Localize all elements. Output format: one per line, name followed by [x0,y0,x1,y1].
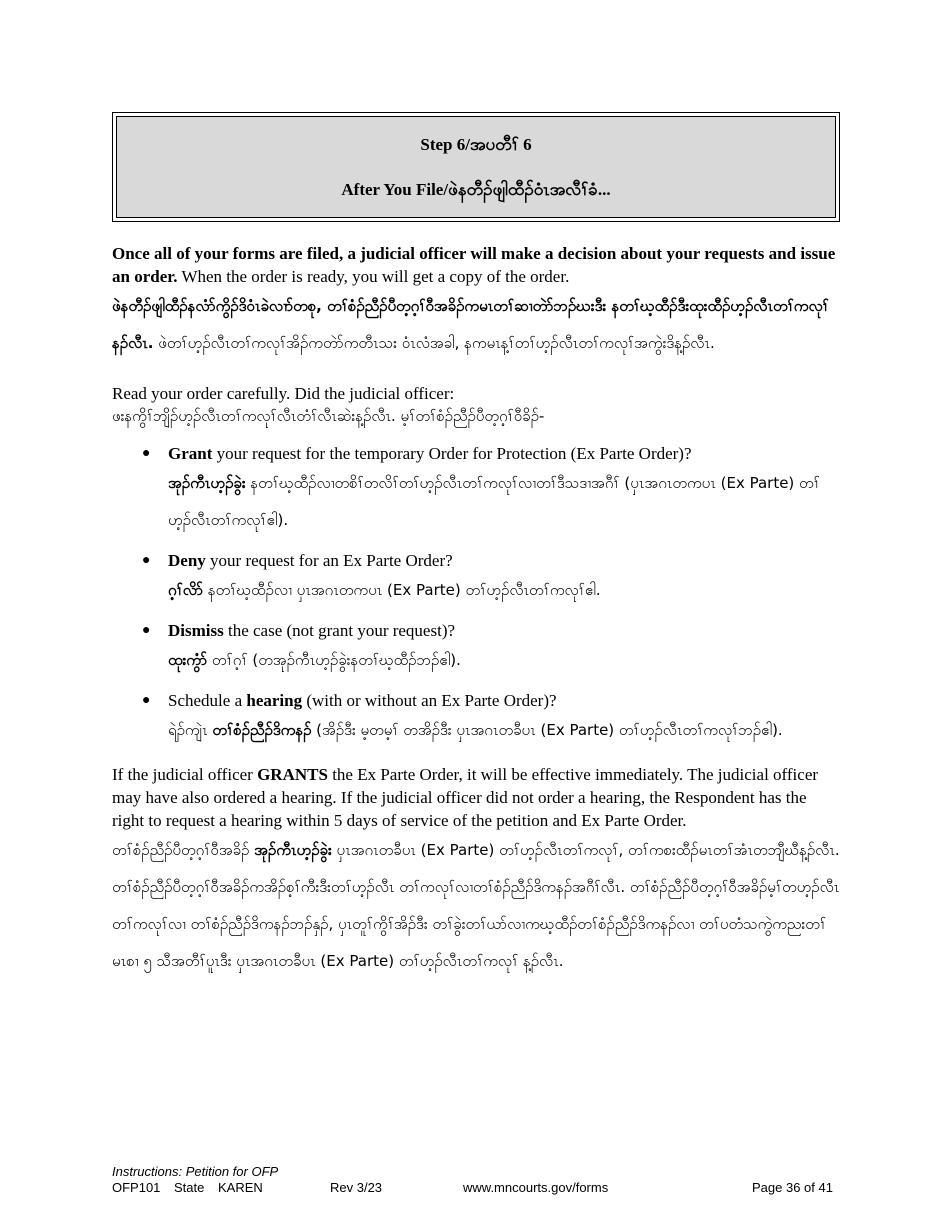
page-content [112,112,840,980]
step-subtitle: After You File/ဖဲနတီၣ်ဖျါထီၣ်ဝံၤအလီၢ်ခံ... [341,180,611,199]
grants-karen [112,832,840,980]
footer-language: KAREN [218,1180,263,1195]
decision-list [112,442,840,749]
grant-english-rest: your request for the temporary Order for Protection (Ex Parte Order)? [212,444,692,463]
intro-english-bold: Once all of your forms are filed, a judicial officer will make a decision about your requests and issue an order. [112,244,836,286]
grant-karen [168,465,840,539]
bullet-icon: ● [142,553,151,568]
dismiss-karen-bold: ထုးကွံာ် [168,651,208,669]
bullet-icon: ● [142,693,151,708]
list-item-dismiss [112,619,840,679]
dismiss-english-rest: the case (not grant your request)? [223,621,456,640]
deny-english-rest: your request for an Ex Parte Order? [205,551,453,570]
footer-instructions: Instructions: Petition for OFP [112,1164,279,1179]
grant-karen-rest: နတၢ်ဃ့ထီၣ်လၢတစိၢ်တလိၢ်တၢ်ဟ့ၣ်လီၤတၢ်ကလုၢ်လၢတၢ်ဒီသဒၢအဂီၢ် (ပှၤအဂၤတကပၤ (Ex Parte) တၢ်ဟ့ၣ်လီၤတၢ်ကလုၢ်ဧါ). [168,474,820,529]
grants-english [112,763,840,832]
grants-karen-bold: အုၣ်ကီၤဟ့ၣ်ခွဲး [254,841,332,859]
grant-english [168,442,840,465]
read-section [112,382,840,428]
step-header-inner [116,116,836,218]
hearing-karen-bold: တၢ်စံၣ်ညီၣ်ဒိကနၣ် [212,721,312,739]
deny-english-bold: Deny [168,551,206,570]
page-footer [112,1164,840,1196]
list-item-deny [112,549,840,609]
intro-karen-rest: ဖဲတၢ်ဟ့ၣ်လီၤတၢ်ကလုၢ်အိၣ်ကတဲာ်ကတီၤသး ဝံၤလံအခါ, နကမၤန့ၢ်တၢ်ဟ့ၣ်လီၤတၢ်ကလုၢ်အကွဲးဒိန့ၣ်လီၤ. [153,334,715,352]
hearing-english [168,689,840,712]
deny-karen [168,572,840,609]
hearing-karen-pre: ရဲၣ်ကျဲၤ [168,721,213,739]
dismiss-english-bold: Dismiss [168,621,224,640]
intro-karen-bold: ဖဲနတီၣ်ဖျါထီၣ်နလံာ်ကွိၣ်ဒိဝံၤခဲလၢာ်တစု, တၢ်စံၣ်ညီၣ်ပီတ့ဂ့ၢ်ဝီအခိၣ်ကမၤတၢ်ဆၢတဲာ်ဘၣ်ဃးဒီး နတၢ်ဃ့ထီၣ်ဒီးထုးထီၣ်ဟ့ၣ်လီၤတၢ်ကလုၢ်နၣ်လီၤ. [112,297,829,352]
bullet-icon: ● [142,446,151,461]
bullet-icon: ● [142,623,151,638]
grants-karen-pre: တၢ်စံၣ်ညီၣ်ပီတ့ဂ့ၢ်ဝီအခိၣ် [112,841,255,859]
hearing-english-bold: hearing [246,691,303,710]
footer-page-number: Page 36 of 41 [752,1180,833,1195]
deny-karen-bold: ဂ့ၢ်လိာ် [168,581,204,599]
grant-english-bold: Grant [168,444,213,463]
hearing-karen-rest: (အိၣ်ဒီး မ့တမ့ၢ် တအိၣ်ဒီး ပှၤအဂၤတခီပၤ (Ex Parte) တၢ်ဟ့ၣ်လီၤတၢ်ကလုၢ်ဘၣ်ဧါ). [311,721,783,739]
dismiss-english [168,619,840,642]
step-header-box [112,112,840,222]
hearing-karen [168,712,840,749]
grant-karen-bold: အုၣ်ကီၤဟ့ၣ်ခွဲး [168,474,246,492]
hearing-english-rest: (with or without an Ex Parte Order)? [302,691,557,710]
footer-form-id: OFP101 [112,1180,161,1195]
intro-english-rest: When the order is ready, you will get a copy of the order. [177,267,570,286]
read-english: Read your order carefully. Did the judicial officer: [112,384,455,403]
intro-english [112,242,840,288]
footer-rev: Rev 3/23 [330,1180,383,1195]
list-item-hearing [112,689,840,749]
dismiss-karen [168,642,840,679]
grants-section [112,763,840,980]
hearing-english-pre: Schedule a [168,691,247,710]
list-item-grant [112,442,840,539]
deny-karen-rest: နတၢ်ဃ့ထီၣ်လၢ ပှၤအဂၤတကပၤ (Ex Parte) တၢ်ဟ့ၣ်လီၤတၢ်ကလုၢ်ဧါ. [203,581,601,599]
grants-english-pre: If the judicial officer [112,765,258,784]
footer-state: State [174,1180,205,1195]
grants-english-rest: the Ex Parte Order, it will be effective immediately. The judicial officer may have also ordered a hearing. If the judicial officer did not order a hearing, the Respondent has the right to request a hearing within 5 days of service of the petition and Ex Parte Order. [112,765,819,830]
footer-url: www.mncourts.gov/forms [463,1180,609,1195]
footer-info-row [112,1180,840,1196]
grants-karen-rest: ပှၤအဂၤတခီပၤ (Ex Parte) တၢ်ဟ့ၣ်လီၤတၢ်ကလုၢ်, တၢ်ကစးထီၣ်မၤတၢ်အံၤတဘျီဃီန့ၣ်လီၤ. တၢ်စံၣ်ညီၣ်ပီတ့ဂ့ၢ်ဝီအခိၣ်ကအိၣ်စ့ၢ်ကီးဒီးတၢ်ဟ့ၣ်လီၤ တၢ်ကလုၢ်လၢတၢ်စံၣ်ညီၣ်ဒိကနၣ်အဂီၢ်လီၤ. တၢ်စံၣ်ညီၣ်ပီတ့ဂ့ၢ်ဝီအခိၣ်မ့ၢ်တဟ့ၣ်လီၤတၢ်ကလုၢ်လၢ တၢ်စံၣ်ညီၣ်ဒိကနၣ်ဘၣ်နှၣ်, ပှၤတူၢ်ကွိၢ်အိၣ်ဒီး တၢ်ခွဲးတၢ်ယာ်လၢကဃ့ထီၣ်တၢ်စံၣ်ညီၣ်ဒိကနၣ်လၢ တၢ်ပတံသကွဲကညးတၢ်မၤစၢ ၅ သီအတီၢ်ပူၤဒီး ပှၤအဂၤတခီပၤ (Ex Parte) တၢ်ဟ့ၣ်လီၤတၢ်ကလုၢ် န့ၣ်လီၤ. [112,841,840,970]
intro-karen [112,288,840,362]
read-karen: ဖးနကွိၢ်ဘျိၣ်ဟ့ၣ်လီၤတၢ်ကလုၢ်လီၤတံၢ်လီၤဆဲးန့ၣ်လီၤ. မ့ၢ်တၢ်စံၣ်ညီၣ်ပီတ့ဂ့ၢ်ဝီခိၣ်- [112,407,545,425]
step-title: Step 6/အပတီၢ် 6 [420,135,532,154]
intro-section [112,242,840,362]
grants-english-bold: GRANTS [257,765,328,784]
deny-english [168,549,840,572]
dismiss-karen-rest: တၢ်ဂ့ၢ် (တအုၣ်ကီၤဟ့ၣ်ခွဲးနတၢ်ဃ့ထီၣ်ဘၣ်ဧါ). [207,651,461,669]
